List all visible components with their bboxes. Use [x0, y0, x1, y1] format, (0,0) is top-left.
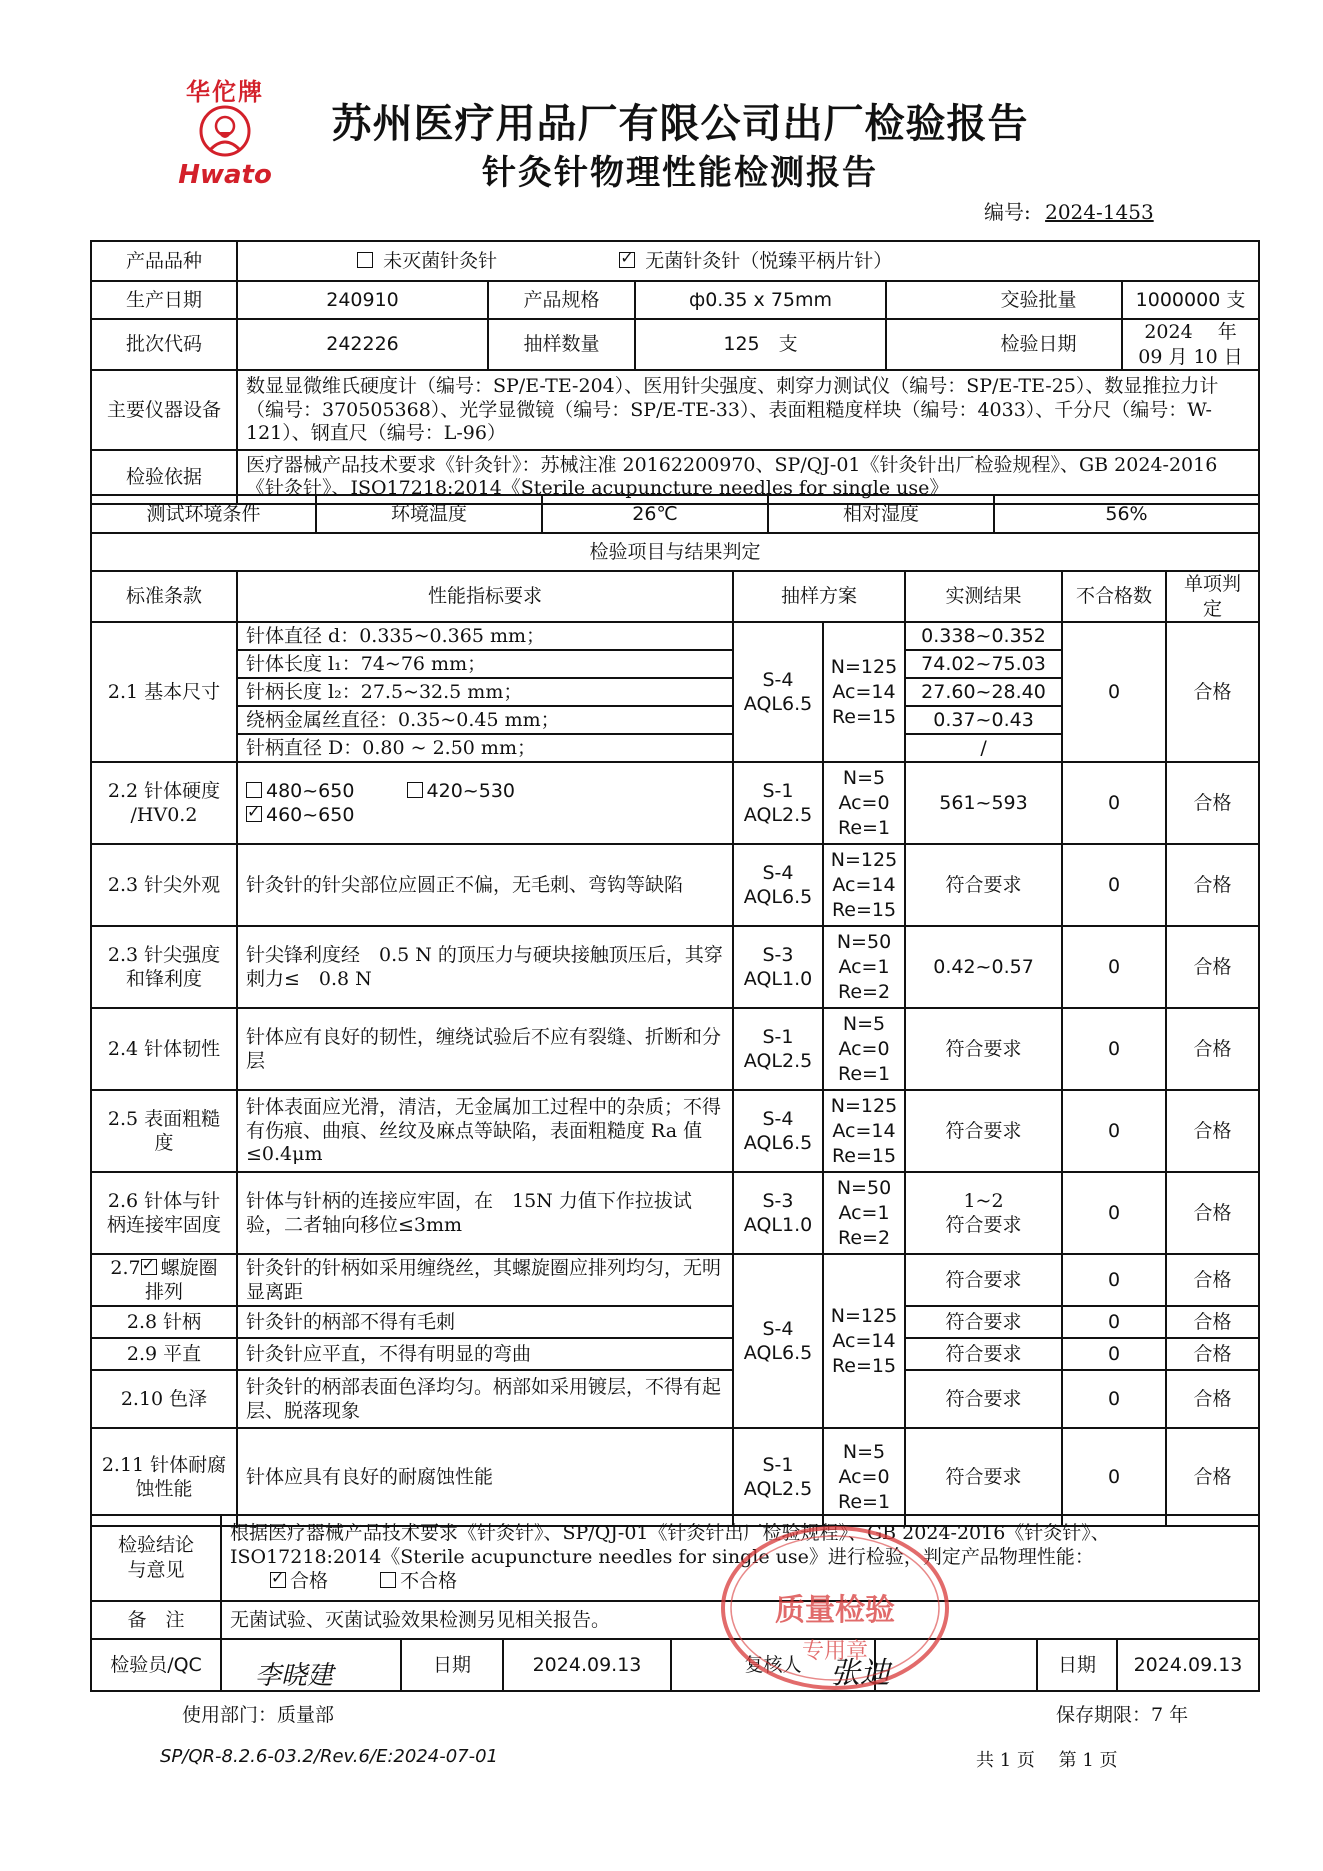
fail-2-9: 0: [1062, 1338, 1166, 1370]
result-2-5: 符合要求: [905, 1090, 1062, 1172]
result-2-11: 符合要求: [905, 1428, 1062, 1526]
req-2-2: [237, 762, 733, 844]
plan-2-2-a: S-1 AQL2.5: [733, 762, 823, 844]
result-2-1-e: /: [905, 734, 1062, 762]
footer-form-code: SP/QR-8.2.6-03.2/Rev.6/E:2024-07-01: [160, 1746, 499, 1767]
report-number: [984, 196, 1162, 225]
plan-2-3b-b: N=50 Ac=1 Re=2: [823, 926, 905, 1008]
equip-text: 数显显微维氏硬度计（编号：SP/E-TE-204）、医用针尖强度、刺穿力测试仪（编号：SP/E-TE-25）、数显推拉力计（编号：370505368）、光学显微镜（编号：SP/E-TE-33）、表面粗糙度样块（编号：4033）、千分尺（编号：W-121）、钢直尺（编号：L-96）: [237, 370, 1259, 450]
batch-label: 批次代码: [91, 319, 237, 370]
plan-2-11-b: N=5 Ac=0 Re=1: [823, 1428, 905, 1526]
remark-label: 备 注: [91, 1601, 221, 1639]
fail-2-7: 0: [1062, 1254, 1166, 1306]
req-2-1-b: 针体长度 l₁：74~76 mm；: [237, 650, 733, 678]
fail-2-3a: 0: [1062, 844, 1166, 926]
basis-text: 医疗器械产品技术要求《针灸针》：苏械注准 20162200970、SP/QJ-01《针灸针出厂检验规程》、GB 2024-2016《针灸针》、ISO17218:2014《Sterile acupuncture needles for single use》: [237, 450, 1259, 504]
judge-2-1: 合格: [1166, 622, 1259, 762]
section-title: 检验项目与结果判定: [91, 533, 1259, 571]
clause-2-10: 2.10 色泽: [91, 1370, 237, 1428]
footer-retention: 保存期限：7 年: [1056, 1704, 1189, 1726]
clause-2-7-num: 2.7: [110, 1256, 141, 1279]
conclusion-fail: 不合格: [400, 1569, 458, 1592]
plan-2-6-a: S-3 AQL1.0: [733, 1172, 823, 1254]
judge-2-3a: 合格: [1166, 844, 1259, 926]
plan-2-7-a: S-4 AQL6.5: [733, 1254, 823, 1428]
svg-text:专用章: 专用章: [801, 1639, 869, 1664]
footer-page: 共 1 页 第 1 页: [976, 1750, 1118, 1771]
batch: 242226: [237, 319, 488, 370]
hv-opt-a: 480~650: [266, 779, 355, 802]
result-2-3a: 符合要求: [905, 844, 1062, 926]
footer-dept: 使用部门：质量部: [182, 1704, 335, 1726]
req-2-8: 针灸针的柄部不得有毛刺: [237, 1306, 733, 1338]
conclusion-pass: 合格: [290, 1569, 329, 1592]
report-number-label: 编号:: [984, 200, 1031, 224]
hv-opt-c: 460~650: [266, 804, 355, 827]
opt-unsterile: 未灭菌针灸针: [383, 249, 498, 272]
req-2-5: 针体表面应光滑，清洁，无金属加工过程中的杂质；不得有伤痕、曲痕、丝纹及麻点等缺陷，表面粗糙度 Ra 值≤0.4μm: [237, 1090, 733, 1172]
hum-value: 56%: [994, 495, 1259, 533]
qc-signature: 李晓建: [255, 1661, 334, 1691]
result-2-10: 符合要求: [905, 1370, 1062, 1428]
env-table: [90, 494, 1260, 572]
fail-2-2: 0: [1062, 762, 1166, 844]
plan-2-3a-a: S-4 AQL6.5: [733, 844, 823, 926]
plan-2-11-a: S-1 AQL2.5: [733, 1428, 823, 1526]
result-2-8: 符合要求: [905, 1306, 1062, 1338]
result-2-1-a: 0.338~0.352: [905, 622, 1062, 650]
reviewer-signature: 张迪: [830, 1656, 890, 1691]
result-2-2: 561~593: [905, 762, 1062, 844]
plan-2-4-a: S-1 AQL2.5: [733, 1008, 823, 1090]
result-2-1-c: 27.60~28.40: [905, 678, 1062, 706]
result-2-7: 符合要求: [905, 1254, 1062, 1306]
col-clause: 标准条款: [91, 571, 237, 622]
hv-opt-b: 420~530: [426, 779, 515, 802]
remark-text: 无菌试验、灭菌试验效果检测另见相关报告。: [221, 1601, 1259, 1639]
date1-label: 日期: [401, 1639, 503, 1691]
hum-label: 相对湿度: [768, 495, 994, 533]
judge-2-9: 合格: [1166, 1338, 1259, 1370]
date1: 2024.09.13: [503, 1639, 671, 1691]
qty-label-text: 交验批量: [956, 281, 1122, 319]
req-2-3a: 针灸针的针尖部位应圆正不偏，无毛刺、弯钩等缺陷: [237, 844, 733, 926]
col-plan: 抽样方案: [733, 571, 905, 622]
req-2-10: 针灸针的柄部表面色泽均匀。柄部如采用镀层，不得有起层、脱落现象: [237, 1370, 733, 1428]
col-requirement: 性能指标要求: [237, 571, 733, 622]
report-number-value: 2024-1453: [1045, 200, 1154, 224]
req-2-7: 针灸针的针柄如采用缠绕丝，其螺旋圈应排列均匀，无明显离距: [237, 1254, 733, 1306]
clause-2-9: 2.9 平直: [91, 1338, 237, 1370]
clause-2-2: 2.2 针体硬度 /HV0.2: [91, 762, 237, 844]
checkbox-hv-420-icon: [407, 782, 423, 798]
plan-2-1-a: S-4 AQL6.5: [733, 622, 823, 762]
fail-2-3b: 0: [1062, 926, 1166, 1008]
col-result: 实测结果: [905, 571, 1062, 622]
clause-2-11: 2.11 针体耐腐 蚀性能: [91, 1428, 237, 1526]
checkbox-unsterile-icon: [357, 252, 373, 268]
qc-label: 检验员/QC: [91, 1639, 221, 1691]
clause-2-7: [91, 1254, 237, 1306]
logo-portrait-icon: [198, 104, 252, 158]
temp-label: 环境温度: [316, 495, 542, 533]
req-2-1-a: 针体直径 d：0.335~0.365 mm；: [237, 622, 733, 650]
check-date-spacer: [886, 319, 956, 370]
result-2-1-b: 74.02~75.03: [905, 650, 1062, 678]
req-2-1-e: 针柄直径 D：0.80 ~ 2.50 mm；: [237, 734, 733, 762]
clause-2-7-text: 螺旋圈 排列: [144, 1256, 218, 1304]
clause-2-1: 2.1 基本尺寸: [91, 622, 237, 762]
equip-label: 主要仪器设备: [91, 370, 237, 450]
col-fail: 不合格数: [1062, 571, 1166, 622]
conclusion-text: 根据医疗器械产品技术要求《针灸针》、SP/QJ-01《针灸针出厂检验规程》、GB 2024-2016《针灸针》、ISO17218:2014《Sterile acupuncture needles for single use》进行检验，判定产品物理性能：: [230, 1522, 1110, 1569]
result-2-6: 1~2 符合要求: [905, 1172, 1062, 1254]
result-2-9: 符合要求: [905, 1338, 1062, 1370]
checkbox-pass-icon: [270, 1572, 286, 1588]
judge-2-10: 合格: [1166, 1370, 1259, 1428]
date2: 2024.09.13: [1117, 1639, 1259, 1691]
clause-2-8: 2.8 针柄: [91, 1306, 237, 1338]
plan-2-4-b: N=5 Ac=0 Re=1: [823, 1008, 905, 1090]
req-2-3b: 针尖锋利度经 0.5 N 的顶压力与硬块接触顶压后，其穿刺力≤ 0.8 N: [237, 926, 733, 1008]
req-2-6: 针体与针柄的连接应牢固，在 15N 力值下作拉拔试验，二者轴向移位≤3mm: [237, 1172, 733, 1254]
checkbox-fail-icon: [380, 1572, 396, 1588]
judge-2-7: 合格: [1166, 1254, 1259, 1306]
judge-2-6: 合格: [1166, 1172, 1259, 1254]
spec: ф0.35 x 75mm: [635, 281, 886, 319]
conclusion-table: [90, 1514, 1260, 1640]
plan-2-5-b: N=125 Ac=14 Re=15: [823, 1090, 905, 1172]
result-2-3b: 0.42~0.57: [905, 926, 1062, 1008]
date2-label: 日期: [1037, 1639, 1117, 1691]
judge-2-11: 合格: [1166, 1428, 1259, 1526]
clause-2-3a: 2.3 针尖外观: [91, 844, 237, 926]
review-label: 复核人: [671, 1639, 875, 1691]
logo-brand-en: Hwato: [178, 160, 272, 190]
req-2-11: 针体应具有良好的耐腐蚀性能: [237, 1428, 733, 1526]
fail-2-5: 0: [1062, 1090, 1166, 1172]
plan-2-5-a: S-4 AQL6.5: [733, 1090, 823, 1172]
judge-2-8: 合格: [1166, 1306, 1259, 1338]
clause-2-6: 2.6 针体与针 柄连接牢固度: [91, 1172, 237, 1254]
spec-label: 产品规格: [488, 281, 635, 319]
checkbox-2-7-icon: [141, 1259, 157, 1275]
checkbox-hv-480-icon: [246, 782, 262, 798]
plan-2-3a-b: N=125 Ac=14 Re=15: [823, 844, 905, 926]
req-2-9: 针灸针应平直，不得有明显的弯曲: [237, 1338, 733, 1370]
svg-text:质量检验: 质量检验: [775, 1593, 895, 1628]
report-title: 苏州医疗用品厂有限公司出厂检验报告: [331, 100, 1029, 147]
result-2-1-d: 0.37~0.43: [905, 706, 1062, 734]
plan-2-3b-a: S-3 AQL1.0: [733, 926, 823, 1008]
plan-2-2-b: N=5 Ac=0 Re=1: [823, 762, 905, 844]
qty: 1000000 支: [1122, 281, 1259, 319]
col-judge: 单项判定: [1166, 571, 1259, 622]
prod-date-label: 生产日期: [91, 281, 237, 319]
product-type-options: [237, 241, 1259, 281]
clause-2-3b: 2.3 针尖强度 和锋利度: [91, 926, 237, 1008]
plan-2-6-b: N=50 Ac=1 Re=2: [823, 1172, 905, 1254]
fail-2-8: 0: [1062, 1306, 1166, 1338]
opt-sterile: 无菌针灸针（悦臻平柄片针）: [645, 249, 893, 272]
plan-2-7-b: N=125 Ac=14 Re=15: [823, 1254, 905, 1428]
req-2-4: 针体应有良好的韧性，缠绕试验后不应有裂缝、折断和分层: [237, 1008, 733, 1090]
fail-2-10: 0: [1062, 1370, 1166, 1428]
basis-label: 检验依据: [91, 450, 237, 504]
checkbox-hv-460-icon: [246, 806, 262, 822]
company-logo: [170, 72, 280, 192]
checkbox-sterile-icon: [619, 252, 635, 268]
temp-value: 26℃: [542, 495, 768, 533]
results-table: [90, 570, 1260, 1527]
info-table: [90, 240, 1260, 505]
check-date-label: 检验日期: [956, 319, 1122, 370]
result-2-4: 符合要求: [905, 1008, 1062, 1090]
clause-2-4: 2.4 针体韧性: [91, 1008, 237, 1090]
judge-2-3b: 合格: [1166, 926, 1259, 1008]
fail-2-1: 0: [1062, 622, 1166, 762]
qty-label: [886, 281, 956, 319]
req-2-1-d: 绕柄金属丝直径：0.35~0.45 mm；: [237, 706, 733, 734]
judge-2-4: 合格: [1166, 1008, 1259, 1090]
conclusion-label: 检验结论 与意见: [91, 1515, 221, 1601]
logo-brand-cn: 华佗牌: [186, 77, 264, 106]
report-subtitle: 针灸针物理性能检测报告: [482, 153, 878, 193]
env-label: 测试环境条件: [91, 495, 316, 533]
judge-2-2: 合格: [1166, 762, 1259, 844]
fail-2-4: 0: [1062, 1008, 1166, 1090]
fail-2-11: 0: [1062, 1428, 1166, 1526]
prod-date: 240910: [237, 281, 488, 319]
fail-2-6: 0: [1062, 1172, 1166, 1254]
check-date: 2024 年 09 月 10 日: [1122, 319, 1259, 370]
product-type-label: 产品品种: [91, 241, 237, 281]
judge-2-5: 合格: [1166, 1090, 1259, 1172]
plan-2-1-b: N=125 Ac=14 Re=15: [823, 622, 905, 762]
sample: 125 支: [635, 319, 886, 370]
sample-label: 抽样数量: [488, 319, 635, 370]
clause-2-5: 2.5 表面粗糙 度: [91, 1090, 237, 1172]
req-2-1-c: 针柄长度 l₂：27.5~32.5 mm；: [237, 678, 733, 706]
quality-stamp: [715, 1520, 955, 1695]
